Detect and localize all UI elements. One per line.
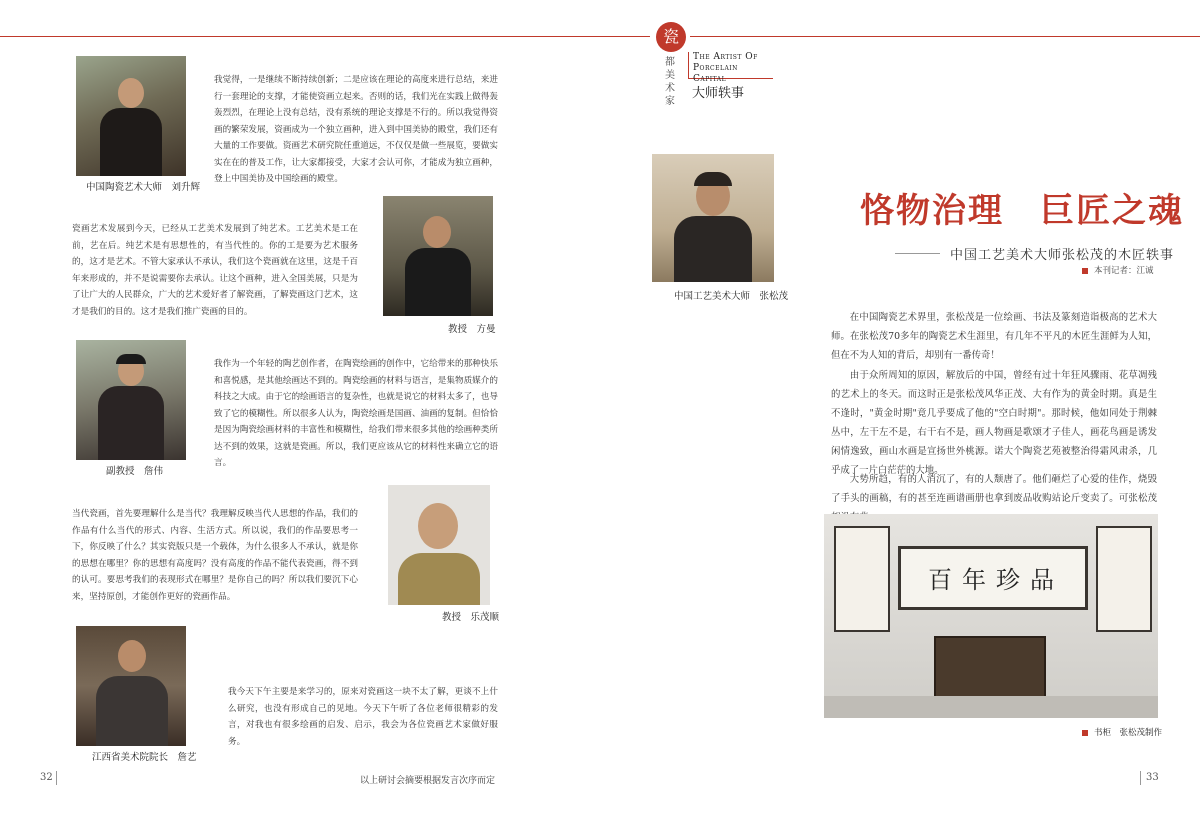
article-subtitle: 中国工艺美术大师张松茂的木匠轶事 [950,248,1175,263]
page-number-divider-right [1140,771,1141,785]
logo-badge: 瓷 [656,22,686,52]
footer-note: 以上研讨会摘要根据发言次序而定 [360,776,496,786]
caption-le-maoshun: 教授 乐茂顺 [442,612,500,623]
left-scroll-frame [834,526,890,632]
portrait-zhang-songmao [652,154,774,282]
header-rule-right [690,36,1200,37]
bookcase-caption: 书柜 张松茂制作 [1082,726,1162,738]
text-zhan-yi: 我今天下午主要是来学习的，原来对瓷画这一块不太了解，更谈不上什么研究，也没有形成自己的见地。今天下午听了各位老师很精彩的发言，对我也有很多绘画的启发、启示，我会为各位瓷画艺术家做好服务。 [228,687,498,747]
right-scroll-frame [1096,526,1152,632]
text-fang-man: 瓷画艺术发展到今天，已经从工艺美术发展到了纯艺术。工艺美术是工在前，艺在后。纯艺术是有思想性的，有当代性的。你的工是要为艺术服务的，这才是艺术。不管大家承认不承认，我们这个瓷画就在这里，这是千百年来形成的，并不是说需要你去承认。让这个画种，进入全国美展，只是为了让广大的人民群众，广大的艺术爱好者了解瓷画，了解瓷画这门艺术，这才是我们的目的。这才是我们推广瓷画的目的。 [72,224,358,317]
brand-box [688,52,773,84]
text-le-maoshun: 当代瓷画，首先要理解什么是当代？我理解反映当代人思想的作品，我们的作品有什么当代的形式、内容、生活方式。所以说，我们的作品要思考一下，你反映了什么？其实瓷版只是一个载体，为什么很多人不承认，就是你的思想在哪里？你的思想有高度吗？没有高度的作品不能代表瓷画，得不到的认可。要思考我们的表现形式在哪里？是你自己的吗？所以我们要沉下心来，坚持原创，才能创作更好的瓷画作品。 [72,509,358,602]
portrait-fang-man [383,196,493,316]
caption-zhang-songmao: 中国工艺美术大师 张松茂 [674,291,789,302]
caption-zhan-wei: 副教授 詹伟 [106,466,164,477]
page-number-divider-left [56,771,57,785]
vertical-magazine-name: 都 美 术 家 [665,57,675,107]
page-number-right: 33 [1146,772,1159,783]
article-paragraph-1: 在中国陶瓷艺术界里，张松茂是一位绘画、书法及篆刻造诣极高的艺术大师。在张松茂70多年的陶瓷艺术生涯里，有几年不平凡的木匠生涯鲜为人知，但在不为人知的背后，却别有一番传奇！ [831,312,1157,361]
portrait-le-maoshun [388,485,490,605]
page-number-left: 32 [40,772,53,783]
section-title: 大师轶事 [692,86,745,101]
red-square-icon [1082,730,1088,736]
reporter-credit: 本刊记者：江诚 [1082,264,1154,276]
bookcase-photo [824,514,1158,718]
portrait-zhan-yi [76,626,186,746]
brand-line-2: Porcelain Capital [693,63,738,84]
article-paragraph-2: 由于众所周知的原因，解放后的中国，曾经有过十年狂风骤雨、花草凋残的艺术上的冬天。而这时正是张松茂风华正茂、大有作为的黄金时期。真是生不逢时，"黄金时期"竟几乎要成了他的"空白时期"。那时候，他如同处于荆棘丛中，左干左不是，右干右不是，画人物画是歌颂才子佳人，画花鸟画是诱发闲情逸致，画山水画是宣扬世外桃源。诺大个陶瓷艺苑被整治得霜风肃杀，几乎成了一片白茫茫的大地。 [831,370,1157,476]
header-rule-left [0,36,650,37]
text-liu-shenghui: 我觉得，一是继续不断持续创新；二是应该在理论的高度来进行总结，来进行一套理论的支撑，才能使资画立起来。否则的话，我们光在实践上做得轰轰烈烈，在理论上没有总结，没有系统的理论支撑是不行的。所以我觉得资画的繁荣发展，资画成为一个独立画种，进入到中国美协的殿堂，我们还有大量的工作要做。资画艺术研究院任重道远，不仅仅是做一些展览，要做实实在在的普及工作，让大家都接受，大家才会认可你，才能成为独立画种，登上中国美协及中国绘画的殿堂。 [214,75,498,184]
article-title: 恪物治理 巨匠之魂 [860,191,1184,231]
caption-zhan-yi: 江西省美术院院长 詹艺 [92,752,197,763]
subtitle-rule [895,253,940,254]
portrait-zhan-wei [76,340,186,460]
text-zhan-wei: 我作为一个年轻的陶艺创作者，在陶瓷绘画的创作中，它给带来的那种快乐和喜悦感，是其他绘画达不到的。陶瓷绘画的材料与语言，是集物质媒介的科技之大成。由于它的绘画语言的复杂性，也就是说它的材料太多了，也导致了它的模糊性。所以很多人认为，陶瓷绘画是国画、油画的复制。但恰恰是因为陶瓷绘画材料的丰富性和模糊性，给我们带来很多其他的绘画种类所达不到的效果，这就是瓷画。所以，我们更应该从它的材料性来确立它的语言。 [214,359,498,468]
display-floor [824,696,1158,718]
calligraphy-text: 百年珍品 [928,566,1064,594]
caption-fang-man: 教授 方曼 [448,324,496,335]
portrait-liu-shenghui [76,56,186,176]
brand-line-1: The Artist Of [693,52,758,62]
red-square-icon [1082,268,1088,274]
caption-liu-shenghui: 中国陶瓷艺术大师 刘升辉 [86,182,201,193]
article-paragraph-3: 大势所趋，有的人消沉了，有的人颓唐了。他们砸烂了心爱的佳作，烧毁了手头的画稿，有的甚至连画谱画册也拿到废品收购站论斤变卖了。可张松茂 [831,474,1157,504]
bookcase [934,636,1046,700]
